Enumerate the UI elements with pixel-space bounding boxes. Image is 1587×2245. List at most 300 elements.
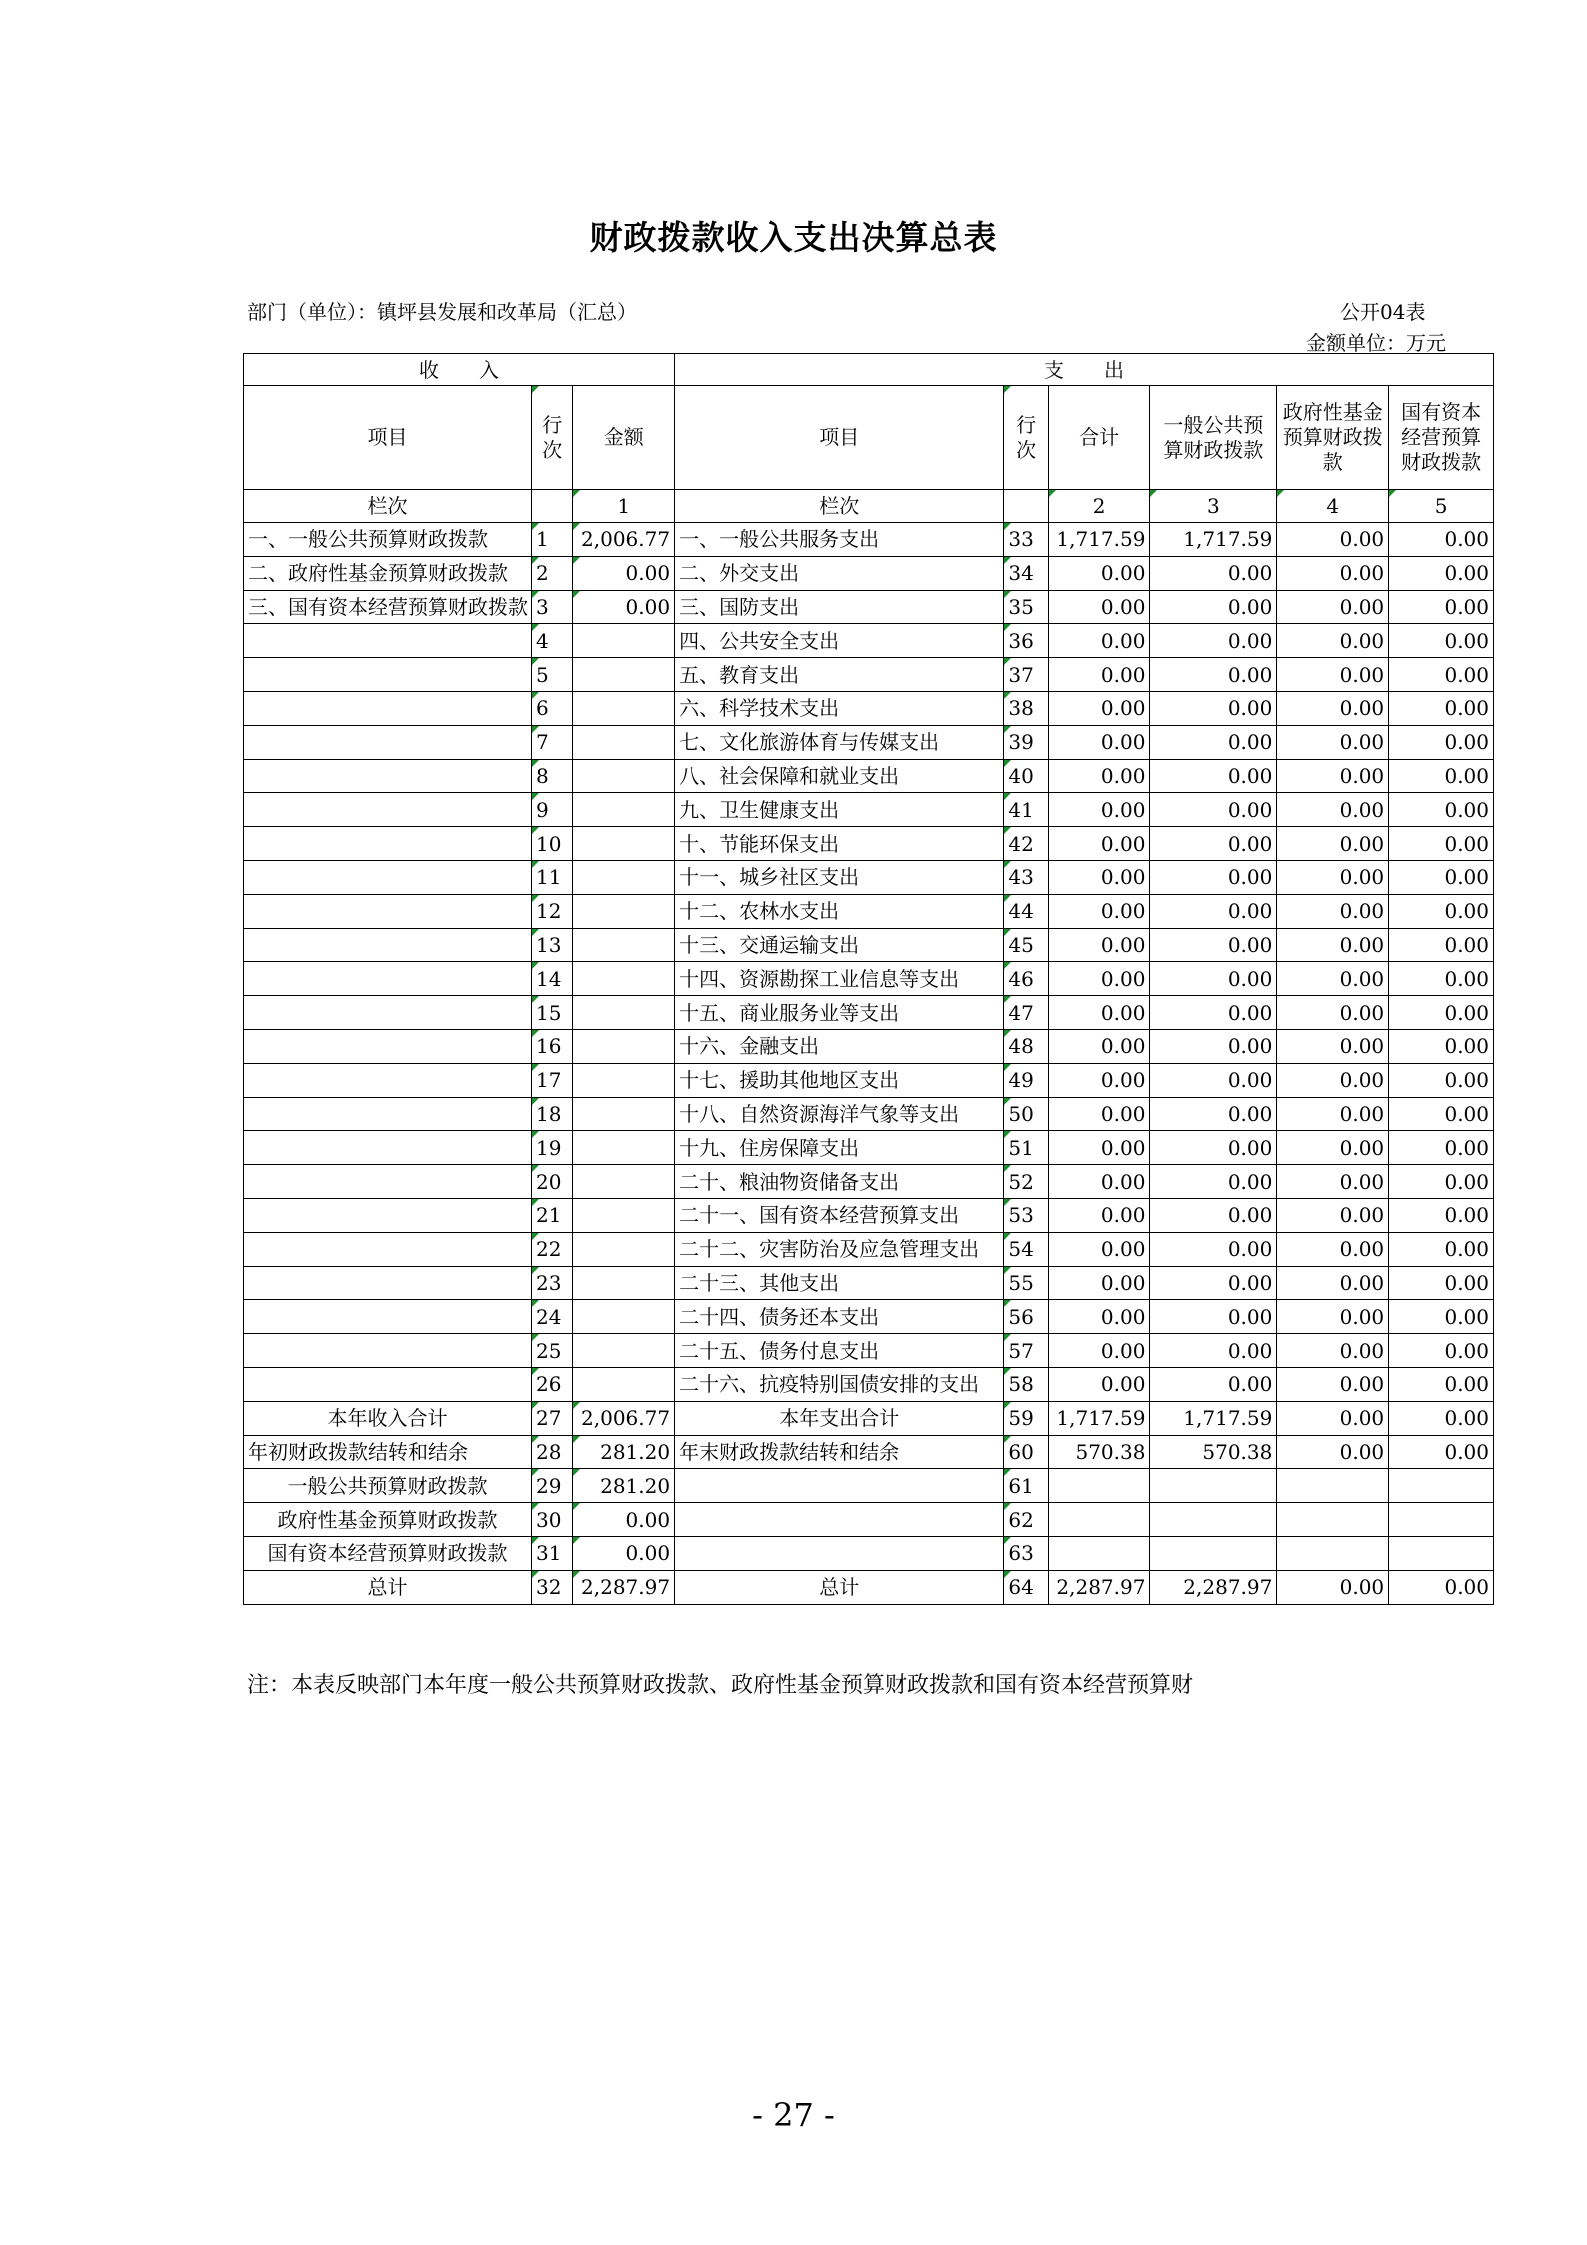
income-row-no: 6 <box>532 691 573 725</box>
income-amount <box>573 1198 675 1232</box>
table-row <box>244 1570 1494 1604</box>
expense-item: 四、公共安全支出 <box>675 624 1004 658</box>
expense-fund-budget: 0.00 <box>1277 658 1389 692</box>
income-amount <box>573 928 675 962</box>
expense-total: 0.00 <box>1048 658 1150 692</box>
expense-general-budget: 0.00 <box>1150 725 1277 759</box>
expense-fund-budget: 0.00 <box>1277 523 1389 557</box>
income-item <box>244 860 532 894</box>
table-row <box>244 928 1494 962</box>
income-row-no: 16 <box>532 1029 573 1063</box>
expense-row-no: 61 <box>1004 1469 1048 1503</box>
income-item: 年初财政拨款结转和结余 <box>244 1435 532 1469</box>
income-row-no: 18 <box>532 1097 573 1131</box>
income-item: 本年收入合计 <box>244 1401 532 1435</box>
table-row <box>244 1097 1494 1131</box>
expense-state-capital: 0.00 <box>1389 996 1494 1030</box>
table-row <box>244 962 1494 996</box>
expense-item: 二十四、债务还本支出 <box>675 1300 1004 1334</box>
expense-total <box>1048 1536 1150 1570</box>
expense-state-capital: 0.00 <box>1389 1131 1494 1165</box>
expense-state-capital: 0.00 <box>1389 1165 1494 1199</box>
expense-row-no: 49 <box>1004 1063 1048 1097</box>
income-amount <box>573 1334 675 1368</box>
lanci-col-4: 4 <box>1277 490 1389 523</box>
expense-fund-budget: 0.00 <box>1277 556 1389 590</box>
income-amount <box>573 1131 675 1165</box>
expense-total: 0.00 <box>1048 1266 1150 1300</box>
expense-total: 0.00 <box>1048 624 1150 658</box>
table-code: 公开04表 <box>1340 300 1426 324</box>
expense-total: 0.00 <box>1048 793 1150 827</box>
expense-fund-budget: 0.00 <box>1277 928 1389 962</box>
expense-general-budget: 0.00 <box>1150 827 1277 861</box>
expense-general-budget: 0.00 <box>1150 1131 1277 1165</box>
expense-item: 十六、金融支出 <box>675 1029 1004 1063</box>
expense-state-capital: 0.00 <box>1389 590 1494 624</box>
income-amount: 0.00 <box>573 590 675 624</box>
expense-row-no: 35 <box>1004 590 1048 624</box>
expense-row-no: 37 <box>1004 658 1048 692</box>
income-item: 二、政府性基金预算财政拨款 <box>244 556 532 590</box>
expense-state-capital: 0.00 <box>1389 793 1494 827</box>
income-row-no: 24 <box>532 1300 573 1334</box>
expense-item: 二十六、抗疫特别国债安排的支出 <box>675 1367 1004 1401</box>
income-item: 政府性基金预算财政拨款 <box>244 1503 532 1537</box>
expense-row-no: 33 <box>1004 523 1048 557</box>
income-amount <box>573 962 675 996</box>
expense-row-no: 55 <box>1004 1266 1048 1300</box>
expense-row-no: 43 <box>1004 860 1048 894</box>
col-header-expense-row: 行次 <box>1004 386 1048 490</box>
expense-total: 0.00 <box>1048 996 1150 1030</box>
expense-item: 九、卫生健康支出 <box>675 793 1004 827</box>
income-item <box>244 1063 532 1097</box>
income-amount <box>573 624 675 658</box>
expense-row-no: 57 <box>1004 1334 1048 1368</box>
expense-item: 十一、城乡社区支出 <box>675 860 1004 894</box>
income-item <box>244 928 532 962</box>
expense-row-no: 50 <box>1004 1097 1048 1131</box>
income-amount: 0.00 <box>573 556 675 590</box>
expense-state-capital: 0.00 <box>1389 1232 1494 1266</box>
expense-row-no: 58 <box>1004 1367 1048 1401</box>
expense-row-no: 46 <box>1004 962 1048 996</box>
expense-item: 二十三、其他支出 <box>675 1266 1004 1300</box>
income-amount <box>573 996 675 1030</box>
expense-fund-budget: 0.00 <box>1277 759 1389 793</box>
expense-item: 十、节能环保支出 <box>675 827 1004 861</box>
expense-total: 0.00 <box>1048 928 1150 962</box>
expense-general-budget: 0.00 <box>1150 1334 1277 1368</box>
income-row-no: 5 <box>532 658 573 692</box>
expense-item: 七、文化旅游体育与传媒支出 <box>675 725 1004 759</box>
expense-state-capital: 0.00 <box>1389 1300 1494 1334</box>
expense-row-no: 44 <box>1004 894 1048 928</box>
expense-general-budget: 1,717.59 <box>1150 523 1277 557</box>
expense-general-budget: 0.00 <box>1150 759 1277 793</box>
income-item <box>244 691 532 725</box>
expense-general-budget: 0.00 <box>1150 624 1277 658</box>
income-row-no: 3 <box>532 590 573 624</box>
expense-state-capital: 0.00 <box>1389 1570 1494 1604</box>
income-item <box>244 1300 532 1334</box>
expense-general-budget: 0.00 <box>1150 996 1277 1030</box>
expense-row-no: 64 <box>1004 1570 1048 1604</box>
expense-row-no: 51 <box>1004 1131 1048 1165</box>
expense-row-no: 40 <box>1004 759 1048 793</box>
income-row-no: 14 <box>532 962 573 996</box>
expense-item: 二十二、灾害防治及应急管理支出 <box>675 1232 1004 1266</box>
table-row <box>244 793 1494 827</box>
table-row <box>244 1198 1494 1232</box>
expense-general-budget: 0.00 <box>1150 1300 1277 1334</box>
income-item: 一、一般公共预算财政拨款 <box>244 523 532 557</box>
expense-state-capital: 0.00 <box>1389 1029 1494 1063</box>
table-row <box>244 1334 1494 1368</box>
expense-fund-budget: 0.00 <box>1277 1063 1389 1097</box>
col-header-expense-total: 合计 <box>1048 386 1150 490</box>
expense-item: 二十五、债务付息支出 <box>675 1334 1004 1368</box>
expense-general-budget: 0.00 <box>1150 894 1277 928</box>
expense-row-no: 54 <box>1004 1232 1048 1266</box>
table-row <box>244 996 1494 1030</box>
income-item: 一般公共预算财政拨款 <box>244 1469 532 1503</box>
income-amount <box>573 658 675 692</box>
expense-fund-budget <box>1277 1469 1389 1503</box>
expense-general-budget: 0.00 <box>1150 1029 1277 1063</box>
expense-general-budget: 0.00 <box>1150 556 1277 590</box>
expense-item: 十五、商业服务业等支出 <box>675 996 1004 1030</box>
expense-state-capital: 0.00 <box>1389 691 1494 725</box>
table-row <box>244 658 1494 692</box>
expense-fund-budget: 0.00 <box>1277 1435 1389 1469</box>
expense-fund-budget: 0.00 <box>1277 894 1389 928</box>
lanci-blank <box>532 490 573 523</box>
expense-item <box>675 1536 1004 1570</box>
expense-state-capital: 0.00 <box>1389 1198 1494 1232</box>
expense-total: 570.38 <box>1048 1435 1150 1469</box>
expense-row-no: 38 <box>1004 691 1048 725</box>
expense-general-budget: 0.00 <box>1150 1367 1277 1401</box>
income-amount <box>573 1165 675 1199</box>
income-item <box>244 1131 532 1165</box>
expense-total: 0.00 <box>1048 1131 1150 1165</box>
expense-fund-budget: 0.00 <box>1277 827 1389 861</box>
table-row <box>244 1266 1494 1300</box>
expense-fund-budget: 0.00 <box>1277 590 1389 624</box>
income-amount <box>573 691 675 725</box>
income-item <box>244 894 532 928</box>
table-row <box>244 725 1494 759</box>
income-amount <box>573 860 675 894</box>
income-amount <box>573 894 675 928</box>
income-amount: 0.00 <box>573 1503 675 1537</box>
expense-fund-budget: 0.00 <box>1277 725 1389 759</box>
table-row <box>244 556 1494 590</box>
income-item <box>244 1198 532 1232</box>
income-amount <box>573 1300 675 1334</box>
income-item <box>244 996 532 1030</box>
expense-item: 一、一般公共服务支出 <box>675 523 1004 557</box>
expense-total: 0.00 <box>1048 1198 1150 1232</box>
income-item <box>244 1232 532 1266</box>
expense-row-no: 39 <box>1004 725 1048 759</box>
expense-general-budget <box>1150 1503 1277 1537</box>
table-row <box>244 590 1494 624</box>
table-row <box>244 1165 1494 1199</box>
expense-total: 0.00 <box>1048 691 1150 725</box>
expense-item: 总计 <box>675 1570 1004 1604</box>
col-header-income-amount: 金额 <box>573 386 675 490</box>
expense-fund-budget: 0.00 <box>1277 996 1389 1030</box>
expense-row-no: 62 <box>1004 1503 1048 1537</box>
expense-fund-budget: 0.00 <box>1277 860 1389 894</box>
income-amount <box>573 759 675 793</box>
expense-fund-budget: 0.00 <box>1277 1367 1389 1401</box>
expense-state-capital <box>1389 1503 1494 1537</box>
lanci-col-2: 2 <box>1048 490 1150 523</box>
expense-row-no: 47 <box>1004 996 1048 1030</box>
expense-general-budget: 0.00 <box>1150 1097 1277 1131</box>
expense-total: 0.00 <box>1048 1334 1150 1368</box>
table-row <box>244 1503 1494 1537</box>
expense-general-budget: 0.00 <box>1150 691 1277 725</box>
income-amount <box>573 1266 675 1300</box>
income-row-no: 1 <box>532 523 573 557</box>
income-item <box>244 624 532 658</box>
expense-state-capital: 0.00 <box>1389 1097 1494 1131</box>
expense-state-capital: 0.00 <box>1389 556 1494 590</box>
expense-row-no: 59 <box>1004 1401 1048 1435</box>
expense-state-capital: 0.00 <box>1389 759 1494 793</box>
expense-item: 十九、住房保障支出 <box>675 1131 1004 1165</box>
expense-fund-budget: 0.00 <box>1277 1165 1389 1199</box>
footnote: 注：本表反映部门本年度一般公共预算财政拨款、政府性基金预算财政拨款和国有资本经营预算财 <box>247 1673 1194 1698</box>
income-amount <box>573 827 675 861</box>
expense-fund-budget: 0.00 <box>1277 624 1389 658</box>
income-row-no: 25 <box>532 1334 573 1368</box>
lanci-col-5: 5 <box>1389 490 1494 523</box>
expense-total: 0.00 <box>1048 1063 1150 1097</box>
income-amount: 2,006.77 <box>573 523 675 557</box>
income-amount <box>573 793 675 827</box>
expense-row-no: 34 <box>1004 556 1048 590</box>
income-row-no: 20 <box>532 1165 573 1199</box>
expense-row-no: 56 <box>1004 1300 1048 1334</box>
table-row <box>244 1300 1494 1334</box>
income-item: 三、国有资本经营预算财政拨款 <box>244 590 532 624</box>
expense-row-no: 36 <box>1004 624 1048 658</box>
income-row-no: 19 <box>532 1131 573 1165</box>
income-row-no: 4 <box>532 624 573 658</box>
expense-item: 年末财政拨款结转和结余 <box>675 1435 1004 1469</box>
expense-state-capital: 0.00 <box>1389 658 1494 692</box>
expense-fund-budget: 0.00 <box>1277 1401 1389 1435</box>
income-item <box>244 1266 532 1300</box>
amount-unit: 金额单位：万元 <box>1306 331 1446 355</box>
department-label: 部门（单位）：镇坪县发展和改革局（汇总） <box>247 300 637 324</box>
expense-total: 0.00 <box>1048 962 1150 996</box>
col-header-expense-item: 项目 <box>675 386 1004 490</box>
income-amount: 2,287.97 <box>573 1570 675 1604</box>
expense-item: 十八、自然资源海洋气象等支出 <box>675 1097 1004 1131</box>
income-row-no: 21 <box>532 1198 573 1232</box>
expense-general-budget: 1,717.59 <box>1150 1401 1277 1435</box>
income-amount: 281.20 <box>573 1435 675 1469</box>
expense-general-budget: 570.38 <box>1150 1435 1277 1469</box>
income-row-no: 32 <box>532 1570 573 1604</box>
table-row <box>244 1232 1494 1266</box>
income-item <box>244 1367 532 1401</box>
expense-state-capital <box>1389 1536 1494 1570</box>
expense-state-capital: 0.00 <box>1389 827 1494 861</box>
income-row-no: 12 <box>532 894 573 928</box>
income-row-no: 11 <box>532 860 573 894</box>
table-row <box>244 624 1494 658</box>
expense-total <box>1048 1503 1150 1537</box>
expense-state-capital: 0.00 <box>1389 1334 1494 1368</box>
expense-item: 五、教育支出 <box>675 658 1004 692</box>
expense-total: 0.00 <box>1048 860 1150 894</box>
expense-state-capital: 0.00 <box>1389 523 1494 557</box>
expense-total: 0.00 <box>1048 1165 1150 1199</box>
expense-row-no: 52 <box>1004 1165 1048 1199</box>
expense-state-capital: 0.00 <box>1389 624 1494 658</box>
expense-state-capital: 0.00 <box>1389 1401 1494 1435</box>
expense-total: 0.00 <box>1048 1232 1150 1266</box>
expense-general-budget <box>1150 1536 1277 1570</box>
table-row <box>244 759 1494 793</box>
expense-fund-budget: 0.00 <box>1277 962 1389 996</box>
table-row <box>244 1367 1494 1401</box>
income-item <box>244 1334 532 1368</box>
income-item <box>244 1029 532 1063</box>
expense-general-budget: 0.00 <box>1150 1232 1277 1266</box>
page-title: 财政拨款收入支出决算总表 <box>589 218 998 257</box>
expense-item: 二十、粮油物资储备支出 <box>675 1165 1004 1199</box>
expense-fund-budget: 0.00 <box>1277 691 1389 725</box>
col-header-state-capital: 国有资本经营预算财政拨款 <box>1389 386 1494 490</box>
expense-item: 二、外交支出 <box>675 556 1004 590</box>
expense-general-budget: 0.00 <box>1150 1266 1277 1300</box>
income-row-no: 23 <box>532 1266 573 1300</box>
expense-fund-budget: 0.00 <box>1277 1198 1389 1232</box>
expense-total: 1,717.59 <box>1048 1401 1150 1435</box>
expense-item: 十二、农林水支出 <box>675 894 1004 928</box>
table-row <box>244 894 1494 928</box>
expense-state-capital <box>1389 1469 1494 1503</box>
expense-item: 十三、交通运输支出 <box>675 928 1004 962</box>
income-row-no: 17 <box>532 1063 573 1097</box>
expense-general-budget: 0.00 <box>1150 658 1277 692</box>
expense-fund-budget <box>1277 1503 1389 1537</box>
expense-fund-budget <box>1277 1536 1389 1570</box>
lanci-blank <box>1004 490 1048 523</box>
income-amount: 2,006.77 <box>573 1401 675 1435</box>
expense-state-capital: 0.00 <box>1389 1266 1494 1300</box>
income-amount <box>573 725 675 759</box>
expense-fund-budget: 0.00 <box>1277 1131 1389 1165</box>
expense-general-budget: 0.00 <box>1150 793 1277 827</box>
income-row-no: 27 <box>532 1401 573 1435</box>
expense-state-capital: 0.00 <box>1389 1063 1494 1097</box>
expense-item: 十七、援助其他地区支出 <box>675 1063 1004 1097</box>
lanci-col-1: 1 <box>573 490 675 523</box>
income-item <box>244 1097 532 1131</box>
income-item: 总计 <box>244 1570 532 1604</box>
income-item <box>244 759 532 793</box>
expense-fund-budget: 0.00 <box>1277 1232 1389 1266</box>
table-row <box>244 1131 1494 1165</box>
income-row-no: 13 <box>532 928 573 962</box>
income-item <box>244 658 532 692</box>
expense-general-budget: 0.00 <box>1150 928 1277 962</box>
expense-fund-budget: 0.00 <box>1277 1266 1389 1300</box>
lanci-col-3: 3 <box>1150 490 1277 523</box>
expense-fund-budget: 0.00 <box>1277 1097 1389 1131</box>
income-row-no: 10 <box>532 827 573 861</box>
income-amount <box>573 1367 675 1401</box>
table-row <box>244 1063 1494 1097</box>
income-amount <box>573 1097 675 1131</box>
expense-general-budget: 0.00 <box>1150 962 1277 996</box>
expense-general-budget: 0.00 <box>1150 1165 1277 1199</box>
expense-fund-budget: 0.00 <box>1277 1334 1389 1368</box>
expense-total: 1,717.59 <box>1048 523 1150 557</box>
income-row-no: 15 <box>532 996 573 1030</box>
income-item <box>244 962 532 996</box>
expense-row-no: 48 <box>1004 1029 1048 1063</box>
finance-table <box>243 353 1494 1605</box>
income-row-no: 7 <box>532 725 573 759</box>
expense-general-budget <box>1150 1469 1277 1503</box>
expense-state-capital: 0.00 <box>1389 894 1494 928</box>
expense-fund-budget: 0.00 <box>1277 1029 1389 1063</box>
expense-row-no: 53 <box>1004 1198 1048 1232</box>
table-row <box>244 860 1494 894</box>
income-amount <box>573 1063 675 1097</box>
expense-general-budget: 0.00 <box>1150 1063 1277 1097</box>
expense-total: 0.00 <box>1048 1367 1150 1401</box>
expense-total: 0.00 <box>1048 894 1150 928</box>
income-row-no: 9 <box>532 793 573 827</box>
table-row <box>244 1469 1494 1503</box>
expense-general-budget: 0.00 <box>1150 1198 1277 1232</box>
income-amount <box>573 1232 675 1266</box>
expense-row-no: 60 <box>1004 1435 1048 1469</box>
expense-item: 本年支出合计 <box>675 1401 1004 1435</box>
expense-row-no: 45 <box>1004 928 1048 962</box>
expense-state-capital: 0.00 <box>1389 725 1494 759</box>
col-header-income-item: 项目 <box>244 386 532 490</box>
expense-general-budget: 0.00 <box>1150 860 1277 894</box>
income-row-no: 2 <box>532 556 573 590</box>
expense-item: 二十一、国有资本经营预算支出 <box>675 1198 1004 1232</box>
expense-state-capital: 0.00 <box>1389 860 1494 894</box>
expense-state-capital: 0.00 <box>1389 928 1494 962</box>
expense-state-capital: 0.00 <box>1389 1367 1494 1401</box>
income-row-no: 30 <box>532 1503 573 1537</box>
expense-general-budget: 0.00 <box>1150 590 1277 624</box>
table-row <box>244 1029 1494 1063</box>
lanci-label-expense: 栏次 <box>675 490 1004 523</box>
page-number: - 27 - <box>752 2096 835 2134</box>
expense-total: 0.00 <box>1048 556 1150 590</box>
expense-item: 八、社会保障和就业支出 <box>675 759 1004 793</box>
expense-total: 0.00 <box>1048 759 1150 793</box>
expense-total <box>1048 1469 1150 1503</box>
